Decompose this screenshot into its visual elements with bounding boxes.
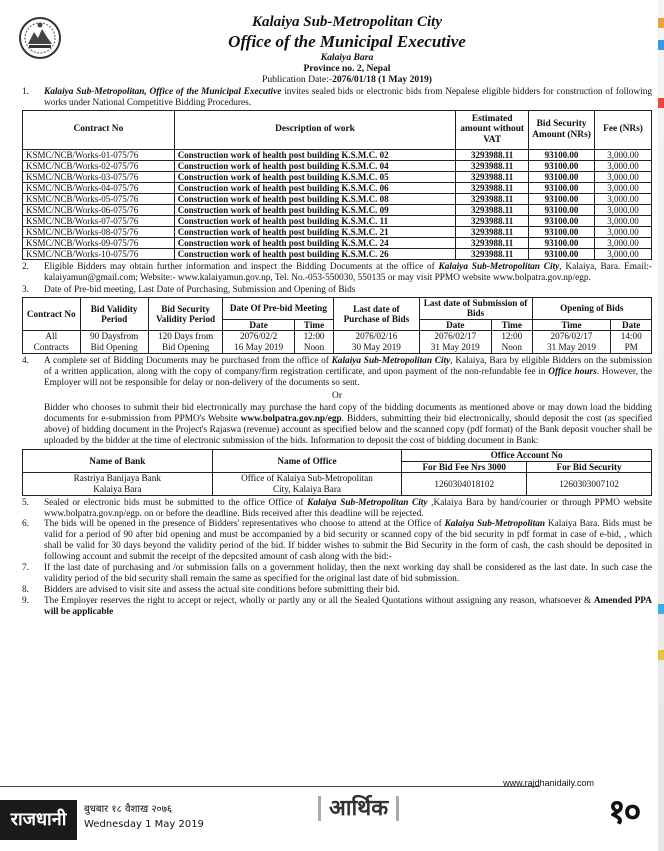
paragraph-6: 6. The bids will be opened in the presence of Bidders' representatives who choose to attend at the Office of Kalaiya Sub-Metropolitan Kalaiya Bara. Bids must be valid for a period of 90 after bid opening and must be accompanied by a bid security or scanned copy of the bid security in pdf format in case of e-bid, , which shall be valid for 30 days beyond the validity period of the bid. If bidder wishes to submit the Bid Security in the form of cash, the cash should be deposited in following account and submit the receipt of the depcsited amount of cash along with the bid:- bbox=[22, 519, 652, 563]
dates-col-security: Bid Security Validity Period bbox=[148, 297, 223, 331]
contract-no-cell: KSMC/NCB/Works-01-075/76 bbox=[23, 149, 175, 160]
dates-col-prebid: Date Of Pre-bid Meeting bbox=[223, 297, 334, 319]
works-table-row bbox=[23, 215, 652, 226]
edge-mark bbox=[658, 604, 664, 614]
paragraph-4b: Bidder who chooses to submit their bid electronically may purchase the hard copy of the bidding documents as mentioned above or may down load the bidding documents for e-submission from PPMO's Website www.bolpatra.gov.np/egp. Bidders, submitting their bid electronically, should deposit the cost (as specified above) of bidding document in the Project's Rajaswa (revenue) account as specified below and the scanned copy (pdf format) of the Bank deposit voucher shall be uploaded by the bidder at the time of electronic submission of the bids. Information to deposit the cost of bidding document in Bank: bbox=[44, 403, 652, 447]
bid-security-cell: 93100.00 bbox=[529, 237, 595, 248]
col-fee: Fee (NRs) bbox=[595, 110, 652, 149]
publication-date: Publication Date:-2076/01/18 (1 May 2019) bbox=[261, 73, 432, 85]
works-table-row bbox=[23, 226, 652, 237]
paragraph-1: 1. Kalaiya Sub-Metropolitan, Office of the Municipal Executive invites sealed bids or electronic bids from Nepalese eligible bidders for construction of following works under National Competitive Bidding Procedures. bbox=[22, 86, 652, 108]
col-description: Description of work bbox=[174, 110, 455, 149]
estimated-amount-cell: 3293988.11 bbox=[456, 193, 529, 204]
description-cell: Construction work of health post building K.S.M.C. 26 bbox=[174, 248, 455, 259]
description-cell: Construction work of health post building K.S.M.C. 08 bbox=[174, 193, 455, 204]
estimated-amount-cell: 3293988.11 bbox=[456, 215, 529, 226]
contract-no-cell: KSMC/NCB/Works-03-075/76 bbox=[23, 171, 175, 182]
estimated-amount-cell: 3293988.11 bbox=[456, 237, 529, 248]
dates-col-submission: Last date of Submission of Bids bbox=[419, 297, 532, 319]
works-table-row bbox=[23, 193, 652, 204]
dates-sub-time: Time bbox=[492, 319, 533, 331]
estimated-amount-cell: 3293988.11 bbox=[456, 248, 529, 259]
estimated-amount-cell: 3293988.11 bbox=[456, 160, 529, 171]
dates-table bbox=[22, 297, 652, 354]
works-table-row bbox=[23, 160, 652, 171]
fee-account-number: 1260304018102 bbox=[402, 473, 527, 495]
fee-cell: 3,000.00 bbox=[595, 171, 652, 182]
contract-no-cell: KSMC/NCB/Works-09-075/76 bbox=[23, 237, 175, 248]
dates-col-purchase: Last date of Purchase of Bids bbox=[334, 297, 419, 331]
notice-header bbox=[42, 14, 652, 85]
dates-sub-date: Date bbox=[223, 319, 294, 331]
edge-mark bbox=[658, 650, 664, 660]
office-place: Kalaiya Bara bbox=[320, 51, 374, 63]
estimated-amount-cell: 3293988.11 bbox=[456, 171, 529, 182]
estimated-amount-cell: 3293988.11 bbox=[456, 182, 529, 193]
dates-sub-date: Date bbox=[419, 319, 491, 331]
bank-row: Rastriya Banijaya Bank Kalaiya Bara Office of Kalaiya Sub-Metropolitan City, Kalaiya Bara 1260304018102 1260303007102 bbox=[23, 473, 652, 495]
estimated-amount-cell: 3293988.11 bbox=[456, 204, 529, 215]
description-cell: Construction work of health post building K.S.M.C. 21 bbox=[174, 226, 455, 237]
description-cell: Construction work of health post building K.S.M.C. 06 bbox=[174, 182, 455, 193]
city-name: Kalaiya Sub-Metropolitan City bbox=[251, 14, 443, 30]
bid-security-cell: 93100.00 bbox=[529, 171, 595, 182]
description-cell: Construction work of health post building K.S.M.C. 24 bbox=[174, 237, 455, 248]
col-bid-security: Bid Security Amount (NRs) bbox=[529, 110, 595, 149]
or-separator: Or bbox=[332, 390, 342, 401]
works-table-row bbox=[23, 182, 652, 193]
works-table-row bbox=[23, 204, 652, 215]
works-table-row bbox=[23, 171, 652, 182]
notice-page bbox=[22, 14, 652, 618]
contract-no-cell: KSMC/NCB/Works-10-075/76 bbox=[23, 248, 175, 259]
bid-security-cell: 93100.00 bbox=[529, 215, 595, 226]
edge-mark bbox=[658, 40, 664, 50]
security-account-number: 1260303007102 bbox=[527, 473, 652, 495]
works-table-row bbox=[23, 149, 652, 160]
col-contract-no: Contract No bbox=[23, 110, 175, 149]
contract-no-cell: KSMC/NCB/Works-06-075/76 bbox=[23, 204, 175, 215]
dates-row: All Contracts 90 Daysfrom Bid Opening 120 Days from Bid Opening 2076/02/2 16 May 2019 12:00 Noon 2076/02/16 30 May 2019 2076/02/17 31 May 2019 12:00 Noon 2076/02/17 31 May 2019 14:00 PM bbox=[23, 331, 652, 353]
fee-cell: 3,000.00 bbox=[595, 237, 652, 248]
bid-security-cell: 93100.00 bbox=[529, 160, 595, 171]
province: Province no. 2, Nepal bbox=[303, 62, 391, 74]
description-cell: Construction work of health post building K.S.M.C. 05 bbox=[174, 171, 455, 182]
page-edge bbox=[658, 0, 664, 851]
edge-mark bbox=[658, 98, 664, 108]
description-cell: Construction work of health post building K.S.M.C. 04 bbox=[174, 160, 455, 171]
contract-no-cell: KSMC/NCB/Works-05-075/76 bbox=[23, 193, 175, 204]
bank-col-bank: Name of Bank bbox=[23, 450, 213, 473]
bank-col-office: Name of Office bbox=[212, 450, 402, 473]
contract-no-cell: KSMC/NCB/Works-08-075/76 bbox=[23, 226, 175, 237]
bid-security-cell: 93100.00 bbox=[529, 193, 595, 204]
bank-table bbox=[22, 449, 652, 495]
works-table bbox=[22, 110, 652, 260]
fee-cell: 3,000.00 bbox=[595, 215, 652, 226]
paragraph-4: 4. A complete set of Bidding Documents may be purchased from the office of Kalaiya Sub-Metropolitan City, Kalaiya, Bara by eligible Bidders on the submission of a written application, along with the copy of company/firm registration certificate, and upon payment of the non-refundable fee in Office hours. However, the Employer will not be responsible for delay or non-delivery of the documents so sent. bbox=[22, 355, 653, 388]
paragraph-2: 2. Eligible Bidders may obtain further information and inspect the Bidding Documents at the office of Kalaiya Sub-Metropolitan City, Kalaiya, Bara. Email:- kalaiyamun@gmail.com; Website:- www.kalaiyamun.gov.np, Tel. No.-053-550030, 550135 or may visit PPMO website www.bolpatra.gov.np/egp. bbox=[22, 261, 652, 283]
col-estimated-amount: Estimated amount without VAT bbox=[456, 110, 529, 149]
description-cell: Construction work of health post building K.S.M.C. 11 bbox=[174, 215, 455, 226]
fee-cell: 3,000.00 bbox=[595, 149, 652, 160]
issue-date-nepali: बुधबार १८ वैशाख २०७६ bbox=[84, 804, 173, 815]
fee-cell: 3,000.00 bbox=[595, 226, 652, 237]
dates-sub-time: Time bbox=[294, 319, 333, 331]
dates-col-contract: Contract No bbox=[23, 297, 81, 331]
description-cell: Construction work of health post building K.S.M.C. 09 bbox=[174, 204, 455, 215]
fee-cell: 3,000.00 bbox=[595, 248, 652, 259]
works-table-row bbox=[23, 248, 652, 259]
office-name: Office of the Municipal Executive bbox=[228, 32, 466, 52]
bank-col-fee: For Bid Fee Nrs 3000 bbox=[402, 461, 527, 473]
dates-col-opening: Opening of Bids bbox=[532, 297, 651, 319]
page-number: १० bbox=[608, 792, 640, 832]
dates-col-validity: Bid Validity Period bbox=[80, 297, 148, 331]
bid-security-cell: 93100.00 bbox=[529, 226, 595, 237]
paragraph-5: 5. Sealed or electronic bids must be submitted to the office Office of Kalaiya Sub-Metropolitan City ,Kalaiya Bara by hand/courier or through PPMO website www.bolpatra.gov.np/egp. on or before the deadline. Bids received after this deadline will be rejected. bbox=[22, 497, 652, 519]
paragraph-9: 9. The Employer reserves the right to accept or reject, wholly or partly any or all the Sealed Quotations without assigning any reason, whatsoever & Amended PPA will be applicable bbox=[22, 596, 652, 618]
edge-mark bbox=[658, 18, 664, 28]
bid-security-cell: 93100.00 bbox=[529, 248, 595, 259]
bank-col-security: For Bid Security bbox=[527, 461, 652, 473]
works-table-row bbox=[23, 237, 652, 248]
contract-no-cell: KSMC/NCB/Works-02-075/76 bbox=[23, 160, 175, 171]
bid-security-cell: 93100.00 bbox=[529, 182, 595, 193]
bid-security-cell: 93100.00 bbox=[529, 149, 595, 160]
paragraph-7: 7. If the last date of purchasing and /or submission falls on a government holiday, then the next working day shall be considered as the last date. In such case the validity period of the bid security shall remain the same as specified for the original last date of bid submission. bbox=[22, 563, 652, 585]
bank-col-account: Office Account No bbox=[402, 450, 652, 462]
estimated-amount-cell: 3293988.11 bbox=[456, 149, 529, 160]
contract-no-cell: KSMC/NCB/Works-07-075/76 bbox=[23, 215, 175, 226]
works-table-header bbox=[23, 110, 652, 149]
section-title: आर्थिक bbox=[318, 796, 399, 821]
issue-date-english: Wednesday 1 May 2019 bbox=[84, 818, 204, 830]
footer-rule bbox=[0, 786, 540, 787]
description-cell: Construction work of health post building K.S.M.C. 02 bbox=[174, 149, 455, 160]
dates-sub-date: Date bbox=[611, 319, 652, 331]
paragraph-3: 3. Date of Pre-bid meeting, Last Date of Purchasing, Submission and Opening of Bids bbox=[22, 284, 356, 295]
paragraph-8: 8. Bidders are advised to visit site and assess the actual site conditions before submitting their bid. bbox=[22, 585, 400, 596]
issue-date bbox=[84, 803, 204, 832]
newspaper-url: www.rajdhanidaily.com bbox=[503, 778, 594, 788]
fee-cell: 3,000.00 bbox=[595, 160, 652, 171]
dates-sub-time: Time bbox=[532, 319, 611, 331]
newspaper-masthead: राजधानी bbox=[0, 800, 77, 840]
contract-no-cell: KSMC/NCB/Works-04-075/76 bbox=[23, 182, 175, 193]
fee-cell: 3,000.00 bbox=[595, 193, 652, 204]
fee-cell: 3,000.00 bbox=[595, 204, 652, 215]
bid-security-cell: 93100.00 bbox=[529, 204, 595, 215]
estimated-amount-cell: 3293988.11 bbox=[456, 226, 529, 237]
fee-cell: 3,000.00 bbox=[595, 182, 652, 193]
